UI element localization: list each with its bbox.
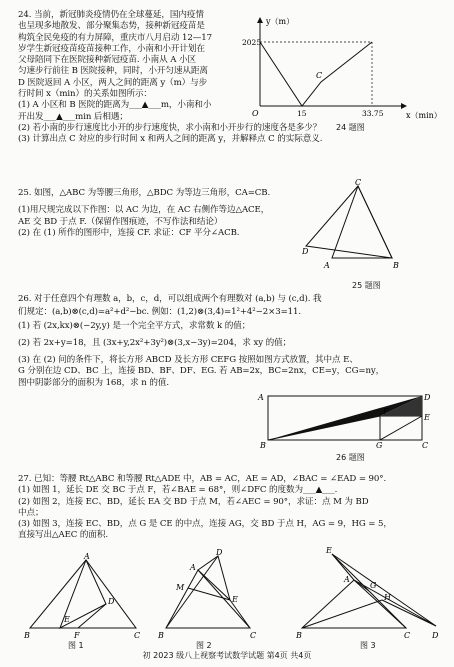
label-a: A: [344, 575, 350, 584]
label-g: G: [376, 441, 383, 450]
label-e: E: [64, 615, 70, 624]
x-tick-label: 15: [297, 109, 307, 118]
q24-line: 也呈现多地散发、部分聚集态势，接种新冠疫苗是: [18, 21, 205, 32]
label-b: B: [260, 441, 266, 450]
q24-line: 匀速步行前往 B 医院接种，同时，小开匀速从距离: [18, 66, 208, 77]
q24-line: (1) A 小区和 B 医院的距离为___▲___m，小南和小: [18, 100, 212, 111]
q24-line: (3) 计算出点 C 対应的步行时间 x 和两人之间的距离 y，并解释点 C 的实际意义.: [18, 134, 323, 145]
origin-label: O: [252, 109, 259, 118]
q26-line: (3) 在 (2) 问的条件下，将长方形 ABCD 及长方形 CEFG 按照如图方式放置，其中点 E、: [18, 355, 358, 366]
q26-line: 26. 对于任意四个有理数 a，b，c，d，可以组成两个有理数对 (a,b) 与 (c,d). 我: [18, 294, 322, 304]
q27-figure-1: [24, 552, 142, 642]
q24-line: (2) 若小南的步行速度比小开的步行速度快，求小南和小开步行的速度各是多少？: [18, 122, 322, 133]
label-f: F: [74, 631, 80, 640]
label-b: B: [393, 261, 399, 270]
question-27: [18, 474, 392, 542]
q27-caption-3: 图 3: [360, 641, 376, 650]
label-b: B: [24, 631, 30, 640]
label-a: A: [258, 393, 264, 402]
label-m: M: [176, 583, 185, 592]
q25-line: 25. 如图，△ABC 为等腰三角形，△BDC 为等边三角形，CA=CB.: [18, 188, 271, 198]
q27-line: 中点；: [18, 507, 44, 518]
label-d: D: [432, 631, 439, 640]
q26-line: 图中阴影部分的面积为 168，求 n 的值.: [18, 377, 169, 388]
label-g: G: [370, 581, 377, 590]
q24-caption: 24 题图: [336, 123, 365, 132]
label-c: C: [404, 631, 411, 640]
label-f: F: [383, 407, 389, 416]
label-e: E: [232, 595, 238, 604]
label-e: E: [424, 413, 430, 422]
q25-caption: 25 题图: [352, 281, 381, 290]
x-axis-label: x（min）: [406, 111, 442, 120]
y-axis-label: y（m）: [266, 17, 295, 26]
q24-line: 开出发___▲___min 后相遇；: [18, 111, 128, 122]
label-d: D: [302, 247, 309, 256]
q26-line: G 分别在边 CD、BC 上，连接 BD、BF、DF、EG. 若 AB=2x，BC=2nx，CE=y，CG=ny，: [18, 366, 385, 377]
q24-line: 父母陪同下在医院接种新冠疫苗. 小南从 A 小区: [18, 55, 197, 66]
label-b: B: [296, 631, 302, 640]
point-c-label: C: [316, 71, 323, 80]
shaded-region: [268, 396, 422, 440]
triangle-ade: [332, 554, 436, 626]
q26-line: (2) 若 2x+y=18，且 (3x+y,2x²+3y²)⊗(3,x−3y)=204，求 xy 的值；: [18, 337, 292, 348]
label-d: D: [424, 393, 431, 402]
q27-line: (2) 如图 2，连接 EC、BD，延长 EA 交 BD 于点 M，若∠AEC = 90°，求证：点 M 为 BD: [18, 496, 369, 507]
label-c: C: [422, 441, 429, 450]
question-25: [18, 188, 270, 239]
q27-caption-2: 图 2: [196, 641, 212, 650]
page-footer: 初 2023 级八上视察考试数学试题 第4页 共4页: [142, 651, 312, 660]
label-d: D: [108, 597, 115, 606]
q25-line: (1)用尺规完成以下作图：以 AC 为边，在 AC 右侧作等边△ACE，: [18, 205, 270, 216]
question-26: [18, 294, 384, 389]
label-c: C: [134, 631, 141, 640]
segment-bh: [302, 600, 382, 628]
q27-line: (1) 如图 1，延长 DE 交 BC 于点 F，若∠BAE = 68°，则∠DFC 的度数为___▲___.: [18, 485, 338, 496]
q27-line: 直接写出△AEC 的面积.: [18, 530, 108, 541]
q27-line: 27. 已知：等腰 Rt△ABC 和等腰 Rt△ADE 中，AB = AC，AE = AD，∠BAC = ∠EAD = 90°.: [18, 474, 387, 484]
label-e: E: [326, 546, 332, 555]
label-a: A: [324, 261, 330, 270]
q26-caption: 26 题图: [336, 453, 365, 462]
y-tick-label: 2025: [242, 38, 262, 47]
label-b: B: [158, 631, 164, 640]
q27-figure-3: [296, 544, 442, 642]
label-a: A: [84, 552, 90, 561]
segment-ag: [354, 580, 369, 591]
label-a: A: [190, 563, 196, 572]
label-h: H: [384, 593, 391, 602]
q24-line: D 医院返回 A 小区，两人之间的距离 y（m）与步: [18, 77, 208, 88]
q25-line: (2) 在 (1) 所作的图形中，连接 CF. 求证：CF 平分∠ACB.: [18, 227, 240, 238]
q27-figure-2: [158, 548, 268, 642]
triangle-bdc: [306, 186, 392, 258]
q26-line: 们规定：(a,b)⊗(c,d)=a²+d²−bc. 例如：(1,2)⊗(3,4)=1²+4²−2×3=11.: [18, 307, 302, 318]
segment-eg: [380, 416, 422, 440]
q27-line: (3) 如图 3，连接 EC、BD，点 G 是 CE 的中点，连接 AG，交 BD 于点 H，AG = 9，HG = 5，: [18, 519, 392, 530]
label-d: D: [216, 548, 223, 557]
q24-line: 岁学生新冠疫苗疫苗接种工作，小南和小开计划在: [18, 43, 205, 54]
segment-bf: [268, 416, 380, 440]
q27-caption-1: 图 1: [68, 641, 84, 650]
q26-line: (1) 若 (2x,kx)⊗(−2y,y) 是一个完全平方式，求常数 k 的值；: [18, 320, 251, 331]
q26-rectangle-figure: [256, 390, 434, 450]
x-tick-label: 33.75: [362, 109, 384, 118]
q24-line: 构筑全民免疫的有力屏障，重庆市八月启动 12—17: [18, 32, 212, 43]
label-c: C: [355, 178, 362, 187]
q24-distance-time-graph: [242, 14, 446, 126]
q25-triangle-figure: [304, 178, 416, 276]
q24-line: 行时间 x（min）的关系如图所示：: [18, 89, 152, 100]
triangle-abc: [332, 186, 392, 258]
triangle-abc: [30, 560, 136, 628]
q25-line: AE 交 BD 于点 F.（保留作图痕迹，不写作法和结论）: [18, 216, 223, 227]
label-c: C: [250, 631, 257, 640]
triangle-ade: [198, 556, 230, 600]
segment-ec: [230, 600, 250, 628]
q24-line: 24. 当前，新冠肺炎疫情仍在全球蔓延，国内疫情: [18, 10, 204, 20]
